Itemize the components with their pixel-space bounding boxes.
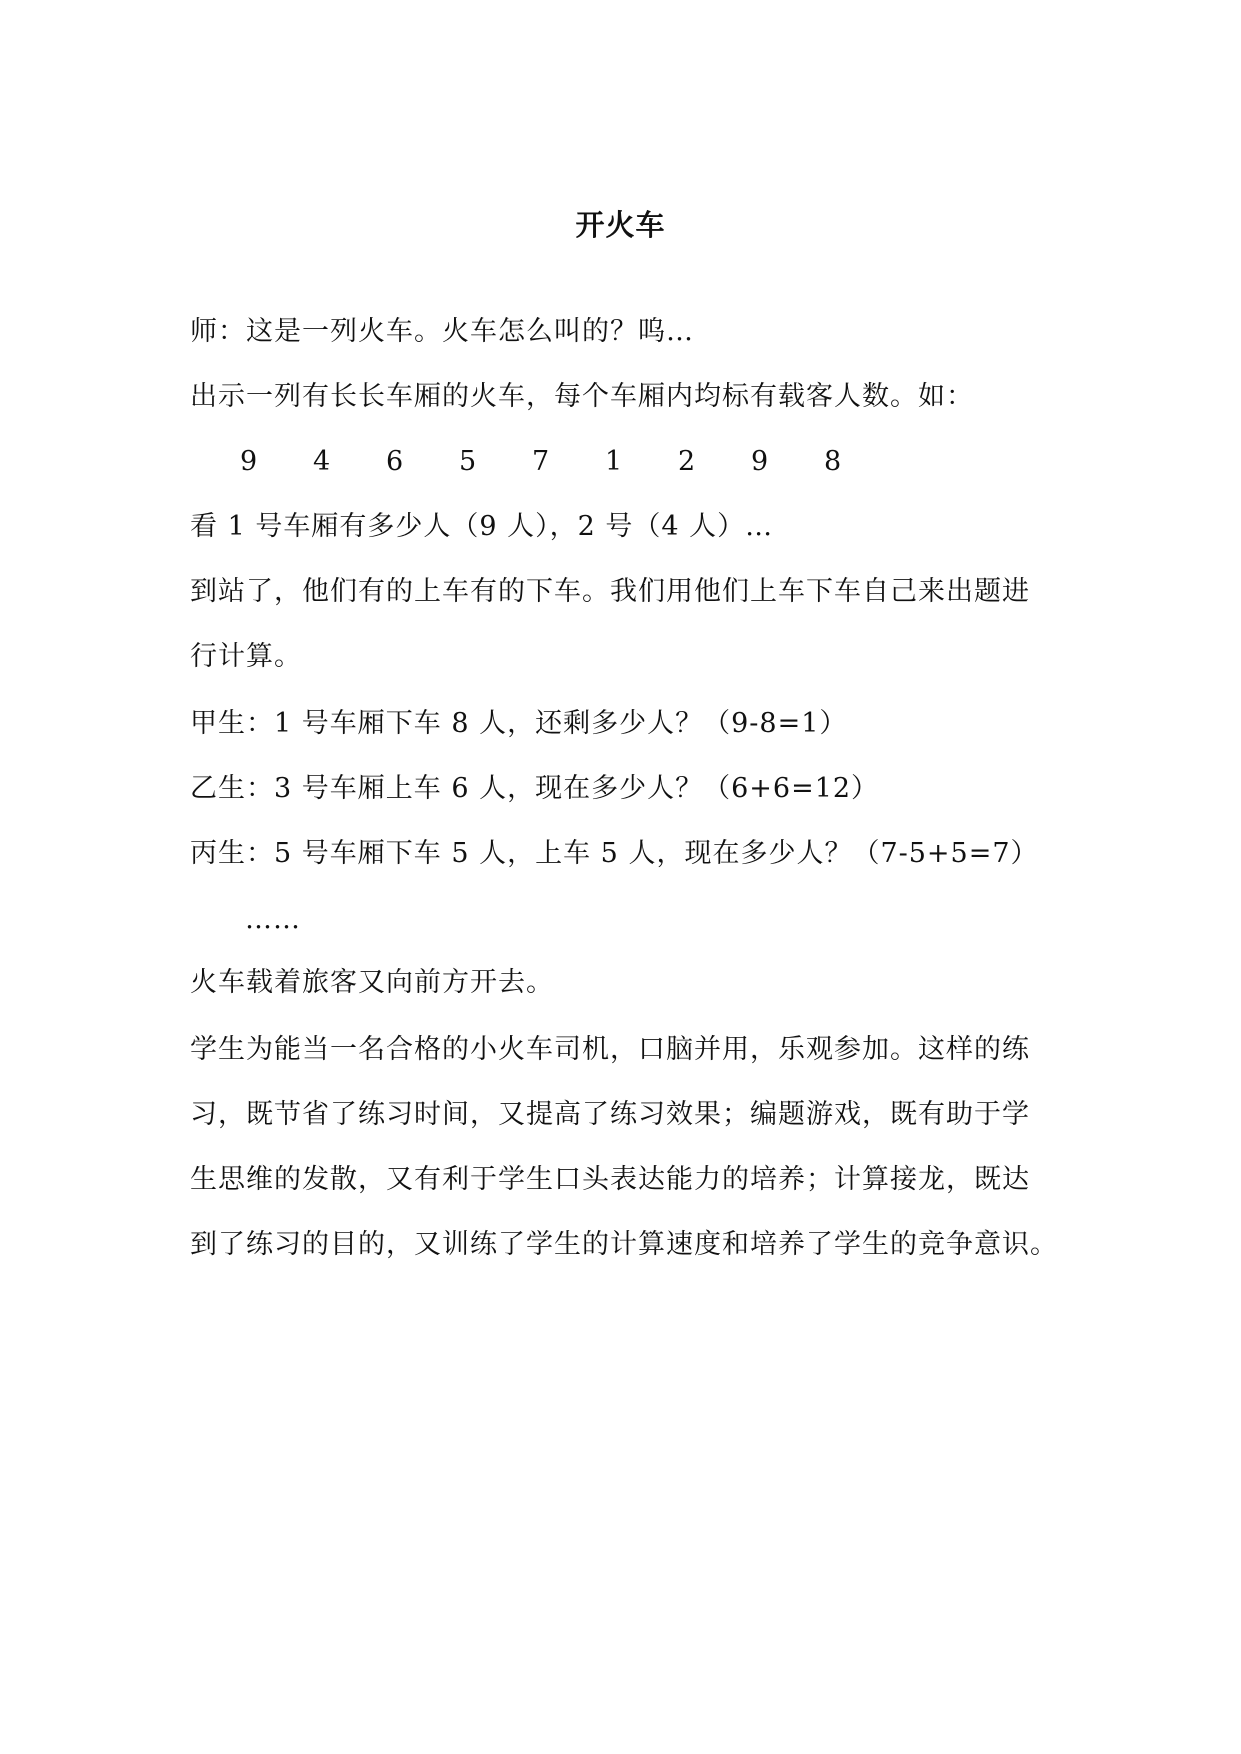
car-number: 8 (824, 446, 842, 477)
car-number: 7 (532, 446, 550, 477)
text-line-student-c: 丙生：5 号车厢下车 5 人，上车 5 人，现在多少人？（7-5+5=7） (190, 838, 1039, 869)
car-number: 4 (313, 446, 331, 477)
car-number: 9 (751, 446, 769, 477)
text-line-calculate: 行计算。 (190, 641, 302, 672)
text-line-show-train: 出示一列有长长车厢的火车，每个车厢内均标有载客人数。如： (190, 381, 974, 412)
text-line-summary-2: 习，既节省了练习时间，又提高了练习效果；编题游戏，既有助于学 (190, 1099, 1030, 1130)
text-line-train-departs: 火车载着旅客又向前方开去。 (190, 967, 554, 998)
text-line-teacher-intro: 师：这是一列火车。火车怎么叫的？呜… (190, 316, 694, 347)
train-car-numbers (240, 442, 897, 482)
text-line-arrive-station: 到站了，他们有的上车有的下车。我们用他们上车下车自己来出题进 (190, 576, 1030, 607)
text-line-summary-3: 生思维的发散，又有利于学生口头表达能力的培养；计算接龙，既达 (190, 1164, 1030, 1195)
car-number: 1 (605, 446, 623, 477)
car-number: 6 (386, 446, 404, 477)
car-number: 5 (459, 446, 477, 477)
car-number: 9 (240, 446, 258, 477)
car-number: 2 (678, 446, 696, 477)
text-line-car-count: 看 1 号车厢有多少人（9 人），2 号（4 人）… (190, 511, 774, 542)
text-line-student-b: 乙生：3 号车厢上车 6 人，现在多少人？（6+6=12） (190, 773, 880, 804)
ellipsis-text: …… (245, 904, 301, 935)
text-line-summary-4: 到了练习的目的，又训练了学生的计算速度和培养了学生的竞争意识。 (190, 1229, 1058, 1260)
document-title: 开火车 (575, 208, 666, 242)
text-line-summary-1: 学生为能当一名合格的小火车司机，口脑并用，乐观参加。这样的练 (190, 1034, 1030, 1065)
text-line-student-a: 甲生：1 号车厢下车 8 人，还剩多少人？（9-8=1） (190, 708, 848, 739)
